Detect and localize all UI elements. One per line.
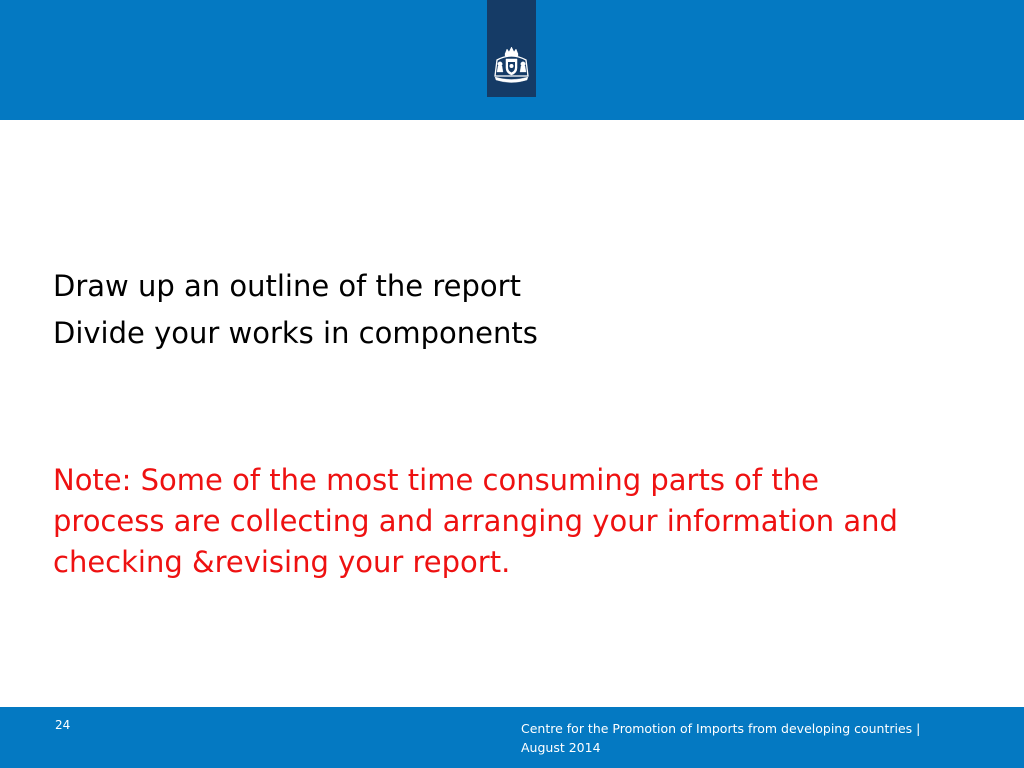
note-text: Note: Some of the most time consuming parts of the process are collecting and arranging your information and checking &revising your report. — [53, 463, 898, 579]
outline-line: Draw up an outline of the report — [53, 269, 521, 303]
slide-number: 24 — [55, 718, 71, 732]
components-line: Divide your works in components — [53, 316, 538, 350]
header-bar — [0, 0, 1024, 120]
footer-bar — [0, 707, 1024, 768]
slide-body — [53, 263, 953, 357]
footer-text: Centre for the Promotion of Imports from developing countries | August 2014 — [521, 721, 921, 755]
royal-coat-of-arms-icon — [489, 46, 534, 86]
logo-block — [487, 0, 536, 97]
